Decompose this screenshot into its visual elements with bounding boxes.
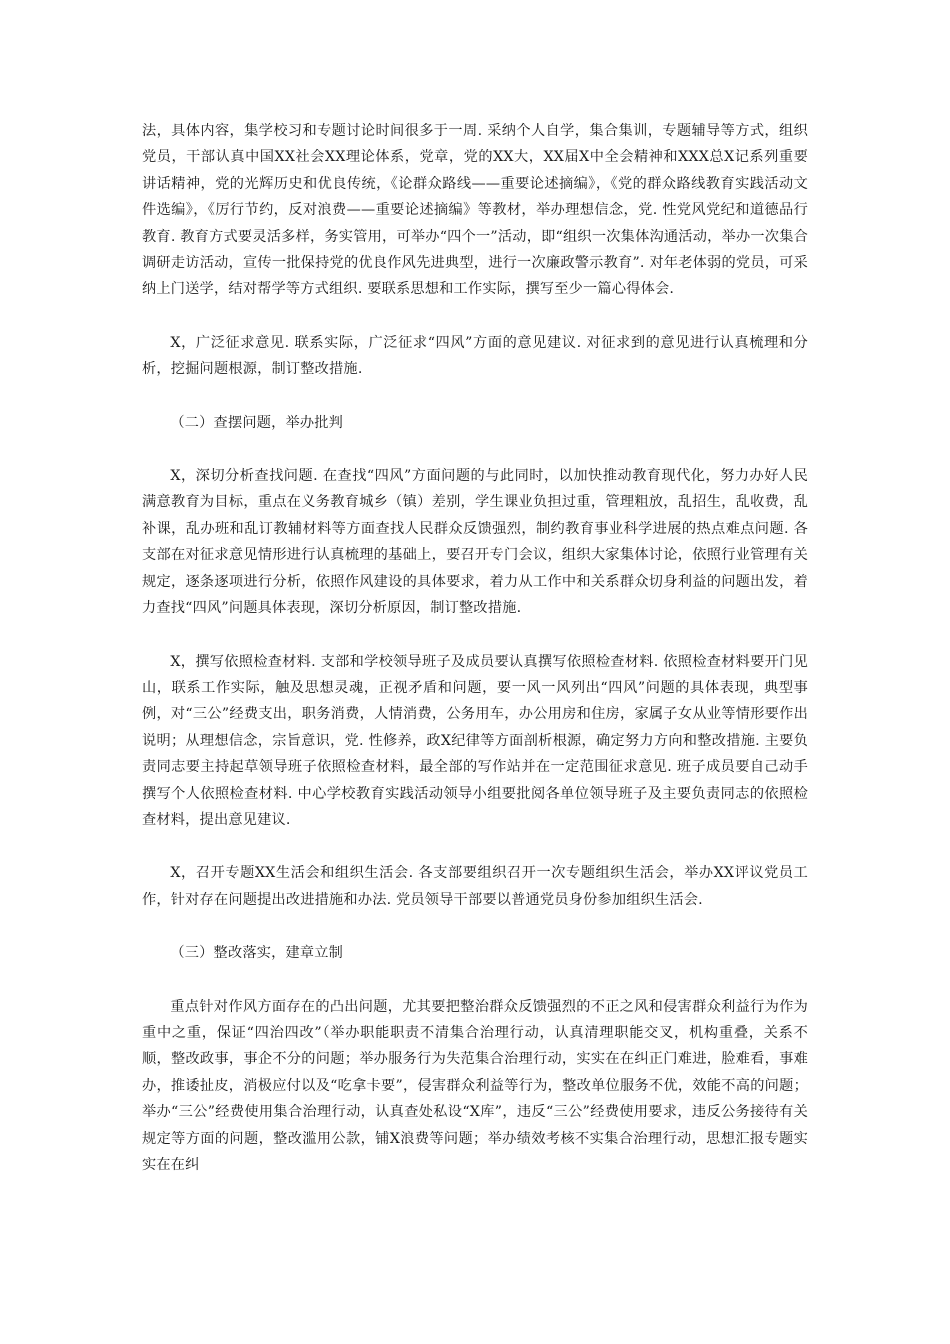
section-heading: （三）整改落实，建章立制 <box>170 945 344 962</box>
body-paragraph: X，撰写依照检查材料. 支部和学校领导班子及成员要认真撰写依照检查材料. 依照检查材料要开门见山，联系工作实际，触及思想灵魂，正视矛盾和问题，要一风一风列出“四风”问题的具体表现，典型事例，对“三公”经费支出，职务消费，人情消费，公务用车，办公用房和住房，家属子女从业等情形要作出说明；从理想信念，宗旨意识，党. 性修养，政X纪律等方面剖析根源，确定努力方向和整改措施. 主要负责同志要主持起草领导班子依照检查材料，最全部的写作站并在一定范围征求意见. 班子成员要自己动手撰写个人依照检查材料. 中心学校教育实践活动领导小组要批阅各单位领导班子及主要负责同志的依照检查材料，提出意见建议. <box>142 653 808 828</box>
section-heading: （二）查摆问题，举办批判 <box>170 414 344 431</box>
body-paragraph: X，召开专题XX生活会和组织生活会. 各支部要组织召开一次专题组织生活会，举办XX评议党员工作，针对存在问题提出改进措施和办法. 党员领导干部要以普通党员身份参加组织生活会. <box>142 865 808 908</box>
body-paragraph: 法，具体内容，集学校习和专题讨论时间很多于一周. 采纳个人自学，集合集训，专题辅导等方式，组织党员，干部认真中国XX社会XX理论体系，党章，党的XX大，XX届X中全会精神和XXX总X记系列重要讲话精神，党的光辉历史和优良传统，《论群众路线——重要论述摘编》，《党的群众路线教育实践活动文件选编》，《厉行节约，反对浪费——重要论述摘编》等教材，举办理想信念，党. 性党风党纪和道德品行教育. 教育方式要灵活多样，务实管用，可举办“四个一”活动，即“组织一次集体沟通活动，举办一次集合调研走访活动，宣传一批保持党的优良作风先进典型，进行一次廉政警示教育”. 对年老体弱的党员，可采纳上门送学，结对帮学等方式组织. 要联系思想和工作实际，撰写至少一篇心得体会. <box>142 123 808 298</box>
document-page <box>142 118 808 1205</box>
body-paragraph: 重点针对作风方面存在的凸出问题，尤其要把整治群众反馈强烈的不正之风和侵害群众利益行为作为重中之重，保证“四治四改”（举办职能职责不清集合治理行动，认真清理职能交叉，机构重叠，关系不顺，整改政事，事企不分的问题；举办服务行为失范集合治理行动，实实在在纠正门难进，脸难看，事难办，推诿扯皮，消极应付以及“吃拿卡要”，侵害群众利益等行为，整改单位服务不优，效能不高的问题；举办“三公”经费使用集合治理行动，认真查处私设“X库”，违反“三公”经费使用要求，违反公务接待有关规定等方面的问题，整改滥用公款，铺X浪费等问题；举办绩效考核不实集合治理行动，思想汇报专题实实在在纠 <box>142 998 808 1173</box>
body-paragraph: X，广泛征求意见. 联系实际，广泛征求“四风”方面的意见建议. 对征求到的意见进行认真梳理和分析，挖掘问题根源，制订整改措施. <box>142 334 808 378</box>
body-paragraph: X，深切分析查找问题. 在查找“四风”方面问题的与此同时，以加快推动教育现代化，努力办好人民满意教育为目标，重点在义务教育城乡（镇）差别，学生课业负担过重，管理粗放，乱招生，乱收费，乱补课，乱办班和乱订教辅材料等方面查找人民群众反馈强烈，制约教育事业科学进展的热点难点问题. 各支部在对征求意见情形进行认真梳理的基础上，要召开专门会议，组织大家集体讨论，依照行业管理有关规定，逐条逐项进行分析，依照作风建设的具体要求，着力从工作中和关系群众切身利益的问题出发，着力查找“四风”问题具体表现，深切分析原因，制订整改措施. <box>142 468 808 617</box>
